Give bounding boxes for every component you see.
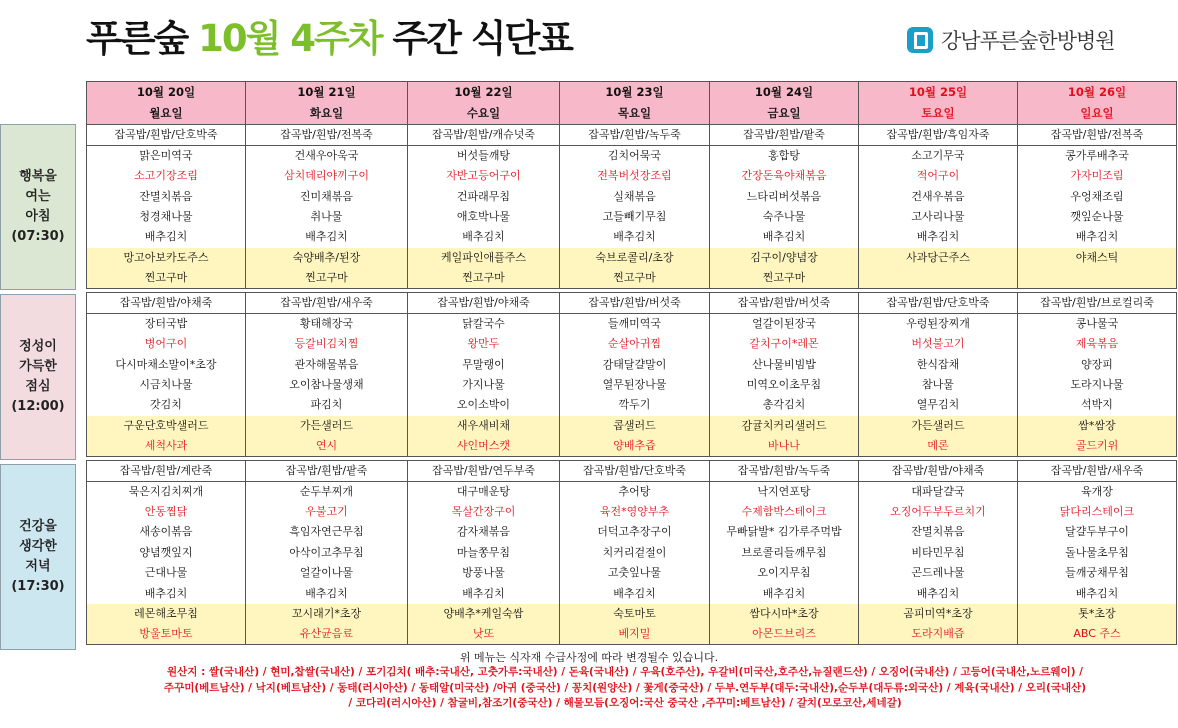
menu-cell: 세척사과 — [87, 436, 246, 457]
menu-cell: 숙양배추/된장 — [246, 248, 408, 268]
menu-body — [87, 125, 1177, 645]
menu-cell: 오징어두부두르치기 — [859, 502, 1018, 522]
menu-cell: 맑은미역국 — [87, 146, 246, 167]
menu-cell: 추어탕 — [560, 481, 710, 502]
menu-cell: 잡곡밥/흰밥/녹두죽 — [560, 125, 710, 146]
menu-cell: 버섯들깨탕 — [408, 146, 560, 167]
menu-row — [87, 334, 1177, 354]
menu-row — [87, 604, 1177, 624]
menu-row — [87, 248, 1177, 268]
origin-info — [80, 665, 1170, 712]
menu-cell: 석박지 — [1018, 395, 1177, 415]
menu-cell: 한식잡채 — [859, 354, 1018, 374]
menu-cell: 구운단호박샐러드 — [87, 416, 246, 436]
menu-cell: 배추김치 — [246, 227, 408, 247]
menu-cell: 배추김치 — [560, 583, 710, 603]
menu-cell: 쌈다시마*초장 — [710, 604, 859, 624]
menu-cell: 배추김치 — [408, 583, 560, 603]
menu-cell: 갓김치 — [87, 395, 246, 415]
menu-cell: 고사리나물 — [859, 207, 1018, 227]
menu-cell: 꼬시래기*초장 — [246, 604, 408, 624]
menu-cell: 대파달걀국 — [859, 481, 1018, 502]
menu-cell: 무빠닭발* 김가루주먹밥 — [710, 522, 859, 542]
menu-cell: 잡곡밥/흰밥/팥죽 — [246, 460, 408, 481]
menu-cell: 소고기무국 — [859, 146, 1018, 167]
menu-cell: 닭칼국수 — [408, 313, 560, 334]
day-date-header: 10월 22일 — [408, 82, 560, 104]
menu-cell — [1018, 268, 1177, 289]
menu-cell: 전복버섯장조림 — [560, 166, 710, 186]
menu-cell: 감자채볶음 — [408, 522, 560, 542]
hospital-logo — [907, 22, 1115, 58]
menu-cell: 숙토마토 — [560, 604, 710, 624]
menu-row — [87, 125, 1177, 146]
menu-cell: 얼갈이나물 — [246, 563, 408, 583]
menu-cell: 취나물 — [246, 207, 408, 227]
menu-cell: 배추김치 — [710, 227, 859, 247]
menu-row — [87, 624, 1177, 645]
menu-cell: 제육볶음 — [1018, 334, 1177, 354]
menu-cell: 적어구이 — [859, 166, 1018, 186]
menu-cell: 순살아귀찜 — [560, 334, 710, 354]
menu-cell: 케일파인애플주스 — [408, 248, 560, 268]
origin-line: 주꾸미(베트남산) / 낙지(베트남산) / 동태(러시아산) / 동태알(미국산) /아귀 (중국산) / 꽁치(원양산) / 꽃게(중국산) / 두부.연두부(대두:국내산),순두부(대두류:외국산) / 계육(국내산) / 오리(국내산) — [163, 681, 1087, 694]
menu-cell: 건새우아욱국 — [246, 146, 408, 167]
menu-cell: 총각김치 — [710, 395, 859, 415]
menu-cell: 메론 — [859, 436, 1018, 457]
menu-cell: 시금치나물 — [87, 375, 246, 395]
menu-cell: 잡곡밥/흰밥/계란죽 — [87, 460, 246, 481]
menu-cell: 잡곡밥/흰밥/단호박죽 — [859, 292, 1018, 313]
menu-cell: 병어구이 — [87, 334, 246, 354]
day-weekday-header: 일요일 — [1018, 103, 1177, 125]
menu-cell: 잡곡밥/흰밥/녹두죽 — [710, 460, 859, 481]
menu-cell: 잡곡밥/흰밥/단호박죽 — [87, 125, 246, 146]
menu-cell: 감태달걀말이 — [560, 354, 710, 374]
menu-cell: 야채스틱 — [1018, 248, 1177, 268]
dinner-label: 건강을 생각한 저녁 (17:30) — [0, 464, 76, 650]
menu-cell: 곰피미역*초장 — [859, 604, 1018, 624]
menu-cell: 우엉채조림 — [1018, 186, 1177, 206]
menu-cell: 건새우볶음 — [859, 186, 1018, 206]
menu-cell: 깍두기 — [560, 395, 710, 415]
menu-cell: 배추김치 — [87, 227, 246, 247]
menu-row — [87, 375, 1177, 395]
menu-cell: 고춧잎나물 — [560, 563, 710, 583]
menu-cell: 다시마채소말이*초장 — [87, 354, 246, 374]
menu-cell: 골드키위 — [1018, 436, 1177, 457]
clinic-logo-icon — [907, 27, 933, 53]
menu-row — [87, 166, 1177, 186]
menu-cell: 낫또 — [408, 624, 560, 645]
menu-cell: 찐고구마 — [246, 268, 408, 289]
menu-row — [87, 292, 1177, 313]
menu-cell: 순두부찌개 — [246, 481, 408, 502]
menu-cell: 잡곡밥/흰밥/전복죽 — [1018, 125, 1177, 146]
menu-cell: 닭다리스테이크 — [1018, 502, 1177, 522]
day-weekday-header: 화요일 — [246, 103, 408, 125]
menu-cell: 숙주나물 — [710, 207, 859, 227]
menu-cell: 잡곡밥/흰밥/버섯죽 — [710, 292, 859, 313]
day-weekday-header: 토요일 — [859, 103, 1018, 125]
menu-cell: 열무김치 — [859, 395, 1018, 415]
menu-cell: 배추김치 — [859, 227, 1018, 247]
menu-row — [87, 502, 1177, 522]
menu-cell: 묵은지김치찌개 — [87, 481, 246, 502]
breakfast-label: 행복을 여는 아침 (07:30) — [0, 124, 76, 290]
menu-cell: 김치어묵국 — [560, 146, 710, 167]
menu-row — [87, 522, 1177, 542]
menu-cell: 찐고구마 — [560, 268, 710, 289]
menu-row — [87, 436, 1177, 457]
menu-cell: 버섯불고기 — [859, 334, 1018, 354]
menu-cell: 잡곡밥/흰밥/버섯죽 — [560, 292, 710, 313]
menu-cell: 방풍나물 — [408, 563, 560, 583]
menu-cell: 바나나 — [710, 436, 859, 457]
menu-cell: 잡곡밥/흰밥/팥죽 — [710, 125, 859, 146]
menu-cell: 고들빼기무침 — [560, 207, 710, 227]
menu-cell: 김구이/양념장 — [710, 248, 859, 268]
menu-cell: 감귤치커리샐러드 — [710, 416, 859, 436]
menu-cell: 근대나물 — [87, 563, 246, 583]
menu-cell: 돌나물초무침 — [1018, 543, 1177, 563]
menu-cell: 콥샐러드 — [560, 416, 710, 436]
header-date-row — [87, 82, 1177, 104]
menu-cell: 가든샐러드 — [859, 416, 1018, 436]
day-date-header: 10월 24일 — [710, 82, 859, 104]
menu-row — [87, 416, 1177, 436]
change-notice: 위 메뉴는 식자재 수급사정에 따라 변경될수 있습니다. — [459, 651, 719, 664]
menu-cell: 왕만두 — [408, 334, 560, 354]
menu-cell: 진미채볶음 — [246, 186, 408, 206]
menu-cell: 자반고등어구이 — [408, 166, 560, 186]
origin-line: 원산지 : 쌀(국내산) / 현미,찹쌀(국내산) / 포기김치( 배추:국내산, 고춧가루:국내산) / 돈육(국내산) / 우육(호주산), 우갈비(미국산,호주산,뉴질랜드산) / 오징어(국내산) / 고등어(국내산,노르웨이) / — [167, 666, 1083, 678]
menu-cell: 가자미조림 — [1018, 166, 1177, 186]
day-date-header: 10월 20일 — [87, 82, 246, 104]
menu-cell: 새송이볶음 — [87, 522, 246, 542]
menu-row — [87, 313, 1177, 334]
menu-cell: 새우새비채 — [408, 416, 560, 436]
day-date-header: 10월 23일 — [560, 82, 710, 104]
menu-cell: 콩나물국 — [1018, 313, 1177, 334]
menu-row — [87, 583, 1177, 603]
menu-cell: 사과당근주스 — [859, 248, 1018, 268]
day-weekday-header: 수요일 — [408, 103, 560, 125]
menu-cell: 느타리버섯볶음 — [710, 186, 859, 206]
menu-cell: 파김치 — [246, 395, 408, 415]
menu-cell: 톳*초장 — [1018, 604, 1177, 624]
title-prefix: 푸른숲 — [86, 17, 199, 60]
menu-cell: ABC 주스 — [1018, 624, 1177, 645]
menu-cell: 샤인머스캣 — [408, 436, 560, 457]
menu-cell: 양념깻잎지 — [87, 543, 246, 563]
menu-cell: 도라지나물 — [1018, 375, 1177, 395]
menu-cell: 들깨미역국 — [560, 313, 710, 334]
menu-cell: 잡곡밥/흰밥/흑임자죽 — [859, 125, 1018, 146]
menu-row — [87, 543, 1177, 563]
menu-cell: 깻잎순나물 — [1018, 207, 1177, 227]
menu-cell: 가든샐러드 — [246, 416, 408, 436]
menu-cell: 가지나물 — [408, 375, 560, 395]
menu-cell: 마늘쫑무침 — [408, 543, 560, 563]
menu-cell: 홍합탕 — [710, 146, 859, 167]
menu-cell: 배추김치 — [1018, 583, 1177, 603]
menu-cell: 장터국밥 — [87, 313, 246, 334]
menu-cell: 달걀두부구이 — [1018, 522, 1177, 542]
menu-cell: 배추김치 — [87, 583, 246, 603]
menu-cell: 유산균음료 — [246, 624, 408, 645]
menu-cell: 아삭이고추무침 — [246, 543, 408, 563]
menu-cell: 육개장 — [1018, 481, 1177, 502]
menu-cell: 배추김치 — [560, 227, 710, 247]
day-date-header: 10월 26일 — [1018, 82, 1177, 104]
menu-row — [87, 354, 1177, 374]
menu-cell: 연시 — [246, 436, 408, 457]
menu-cell: 육전*영양부추 — [560, 502, 710, 522]
menu-cell: 실채볶음 — [560, 186, 710, 206]
menu-cell: 잡곡밥/흰밥/브로컬리죽 — [1018, 292, 1177, 313]
logo-text: 강남푸른숲한방병원 — [941, 29, 1115, 53]
menu-cell: 방울토마토 — [87, 624, 246, 645]
menu-cell: 삼치데리야끼구이 — [246, 166, 408, 186]
menu-cell: 찐고구마 — [710, 268, 859, 289]
menu-cell: 쌈*쌈장 — [1018, 416, 1177, 436]
menu-cell: 얼갈이된장국 — [710, 313, 859, 334]
menu-cell: 콩가루배추국 — [1018, 146, 1177, 167]
menu-cell — [859, 268, 1018, 289]
menu-cell: 찐고구마 — [87, 268, 246, 289]
menu-cell: 비타민무침 — [859, 543, 1018, 563]
menu-cell: 잡곡밥/흰밥/야채죽 — [859, 460, 1018, 481]
menu-cell: 잔멸치볶음 — [87, 186, 246, 206]
menu-cell: 배추김치 — [710, 583, 859, 603]
menu-cell: 치커리겉절이 — [560, 543, 710, 563]
title-suffix: 주간 식단표 — [381, 17, 572, 60]
menu-cell: 안동찜닭 — [87, 502, 246, 522]
menu-cell: 우불고기 — [246, 502, 408, 522]
menu-cell: 간장돈육야채볶음 — [710, 166, 859, 186]
menu-cell: 수제함박스테이크 — [710, 502, 859, 522]
origin-line: / 코다리(러시아산) / 참굴비,참조기(중국산) / 해물모듬(오징어:국산 중국산 ,주꾸미:베트남산) / 갈치(모로코산,세네갈) — [348, 697, 902, 709]
menu-cell: 배추김치 — [859, 583, 1018, 603]
day-date-header: 10월 21일 — [246, 82, 408, 104]
header-weekday-row — [87, 103, 1177, 125]
menu-cell: 레몬해초무침 — [87, 604, 246, 624]
menu-cell: 배추김치 — [246, 583, 408, 603]
menu-cell: 양배추즙 — [560, 436, 710, 457]
lunch-label: 정성이 가득한 점심 (12:00) — [0, 294, 76, 460]
menu-row — [87, 146, 1177, 167]
menu-cell: 잡곡밥/흰밥/야채죽 — [87, 292, 246, 313]
day-weekday-header: 금요일 — [710, 103, 859, 125]
menu-cell: 잡곡밥/흰밥/연두부죽 — [408, 460, 560, 481]
menu-cell: 흑임자연근무침 — [246, 522, 408, 542]
menu-cell: 건파래무침 — [408, 186, 560, 206]
menu-cell: 브로콜리들깨무침 — [710, 543, 859, 563]
menu-row — [87, 227, 1177, 247]
menu-cell: 도라지배즙 — [859, 624, 1018, 645]
menu-row — [87, 563, 1177, 583]
menu-cell: 잡곡밥/흰밥/새우죽 — [246, 292, 408, 313]
day-weekday-header: 목요일 — [560, 103, 710, 125]
menu-cell: 오이지무침 — [710, 563, 859, 583]
menu-cell: 양배추*케일숙쌈 — [408, 604, 560, 624]
title-week-highlight: 10월 4주차 — [198, 17, 382, 60]
menu-cell: 들깨궁채무침 — [1018, 563, 1177, 583]
weekly-menu-table — [86, 81, 1177, 645]
menu-cell: 베지밀 — [560, 624, 710, 645]
menu-cell: 오이참나물생채 — [246, 375, 408, 395]
menu-cell: 갈치구이*레몬 — [710, 334, 859, 354]
menu-cell: 열무된장나물 — [560, 375, 710, 395]
menu-cell: 잡곡밥/흰밥/새우죽 — [1018, 460, 1177, 481]
menu-cell: 관자해물볶음 — [246, 354, 408, 374]
menu-cell: 잡곡밥/흰밥/전복죽 — [246, 125, 408, 146]
menu-cell: 잡곡밥/흰밥/야채죽 — [408, 292, 560, 313]
menu-cell: 참나물 — [859, 375, 1018, 395]
day-date-header: 10월 25일 — [859, 82, 1018, 104]
menu-cell: 더덕고추장구이 — [560, 522, 710, 542]
menu-cell: 소고기장조림 — [87, 166, 246, 186]
menu-cell: 청경채나물 — [87, 207, 246, 227]
menu-cell: 등갈비김치찜 — [246, 334, 408, 354]
menu-row — [87, 395, 1177, 415]
menu-cell: 무말랭이 — [408, 354, 560, 374]
menu-cell: 잔멸치볶음 — [859, 522, 1018, 542]
menu-cell: 찐고구마 — [408, 268, 560, 289]
menu-row — [87, 268, 1177, 289]
menu-cell: 망고아보카도주스 — [87, 248, 246, 268]
menu-row — [87, 207, 1177, 227]
menu-cell: 대구매운탕 — [408, 481, 560, 502]
menu-cell: 숙브로콜리/초장 — [560, 248, 710, 268]
menu-cell: 양장피 — [1018, 354, 1177, 374]
menu-row — [87, 460, 1177, 481]
menu-cell: 아몬드브리즈 — [710, 624, 859, 645]
page-title — [86, 10, 572, 68]
menu-cell: 배추김치 — [408, 227, 560, 247]
menu-cell: 잡곡밥/흰밥/캐슈넛죽 — [408, 125, 560, 146]
menu-cell: 산나물비빔밥 — [710, 354, 859, 374]
menu-cell: 애호박나물 — [408, 207, 560, 227]
menu-row — [87, 186, 1177, 206]
menu-cell: 우렁된장찌개 — [859, 313, 1018, 334]
menu-cell: 배추김치 — [1018, 227, 1177, 247]
menu-cell: 오이소박이 — [408, 395, 560, 415]
day-weekday-header: 월요일 — [87, 103, 246, 125]
menu-cell: 잡곡밥/흰밥/단호박죽 — [560, 460, 710, 481]
menu-cell: 황태해장국 — [246, 313, 408, 334]
menu-cell: 목살간장구이 — [408, 502, 560, 522]
menu-cell: 곤드레나물 — [859, 563, 1018, 583]
menu-cell: 미역오이초무침 — [710, 375, 859, 395]
menu-cell: 낙지연포탕 — [710, 481, 859, 502]
menu-row — [87, 481, 1177, 502]
